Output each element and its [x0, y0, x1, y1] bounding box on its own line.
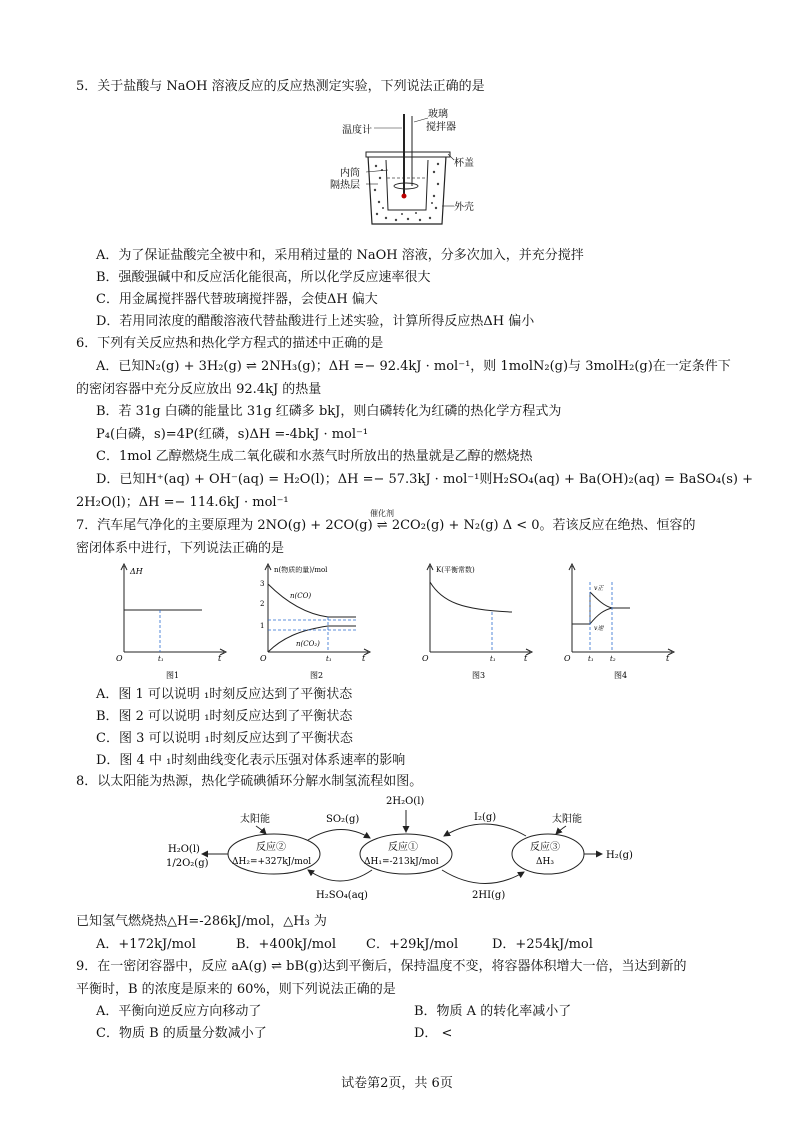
q5-option-a: A．为了保证盐酸完全被中和，采用稍过量的 NaOH 溶液，分多次加入，并充分搅拌: [96, 248, 584, 263]
q9-option-c: C．物质 B 的质量分数减小了: [96, 1026, 267, 1041]
svg-text:t₁: t₁: [588, 655, 594, 663]
q7-stem-line1: 7．汽车尾气净化的主要原理为 2NO(g) + 2CO(g) ⇌ 2CO₂(g) + N₂(g) Δ < 0。若该反应在绝热、恒容的: [76, 518, 696, 533]
page-footer: 试卷第2页，共 6页: [341, 1076, 453, 1091]
q7-option-a: A．图 1 可以说明 ₁时刻反应达到了平衡状态: [96, 687, 353, 702]
label-stirrer: 搅拌器: [426, 122, 456, 133]
q8-option-a: A．+172kJ/mol: [96, 937, 196, 952]
label-solar-right: 太阳能: [552, 814, 582, 825]
label-solar-left: 太阳能: [240, 814, 270, 825]
svg-text:t₁: t₁: [490, 655, 496, 663]
q8-stem: 8．以太阳能为热源，热化学硫碘循环分解水制氢流程如图。: [76, 774, 423, 789]
q6-option-c: C．1mol 乙醇燃烧生成二氧化碳和水蒸气时所放出的热量就是乙醇的燃烧热: [96, 449, 533, 464]
label-reaction1-dh: ΔH₁=-213kJ/mol: [364, 857, 439, 867]
svg-text:t: t: [524, 654, 528, 663]
label-reaction3-dh: ΔH₃: [536, 857, 554, 867]
svg-text:t₁: t₁: [158, 655, 164, 663]
fig1-caption: 图1: [166, 671, 180, 680]
calorimeter-figure: [330, 108, 480, 228]
q8-option-b: B．+400kJ/mol: [236, 937, 337, 952]
svg-text:1: 1: [260, 622, 265, 630]
svg-text:2: 2: [260, 600, 265, 608]
q7-figure-2: [256, 562, 376, 682]
svg-text:t: t: [666, 654, 670, 663]
q7-figure-1: [112, 562, 232, 682]
q5-option-b: B．强酸强碱中和反应活化能很高，所以化学反应速率很大: [96, 270, 431, 285]
label-reaction1-title: 反应①: [388, 842, 418, 853]
q8-option-d: D．+254kJ/mol: [492, 937, 593, 952]
svg-text:ΔH: ΔH: [130, 567, 143, 576]
label-reaction2-dh: ΔH₂=+327kJ/mol: [232, 857, 312, 867]
label-water-in: 2H₂O(l): [386, 796, 425, 807]
q7-option-c: C．图 3 可以说明 ₁时刻反应达到了平衡状态: [96, 731, 353, 746]
fig3-caption: 图3: [472, 671, 486, 680]
q9-option-a: A．平衡向逆反应方向移动了: [96, 1004, 262, 1019]
q7-stem-line2: 密闭体系中进行，下列说法正确的是: [76, 541, 285, 556]
svg-text:n(CO): n(CO): [290, 592, 312, 600]
q5-option-d: D．若用同浓度的醋酸溶液代替盐酸进行上述实验，计算所得反应热ΔH 偏小: [96, 314, 535, 329]
svg-text:n(CO₂): n(CO₂): [296, 640, 320, 648]
label-h2: H₂(g): [606, 850, 633, 861]
label-left-out-2: 1/2O₂(g): [166, 858, 209, 869]
q6-option-b-line2: P₄(白磷，s)=4P(红磷，s)ΔH =-4bkJ · mol⁻¹: [96, 427, 369, 442]
q7-figure-3: [418, 562, 538, 682]
label-lid: 杯盖: [454, 158, 474, 169]
label-reaction2-title: 反应②: [256, 842, 286, 853]
label-inner: 内筒: [340, 168, 360, 179]
svg-text:t₁: t₁: [326, 655, 332, 663]
svg-text:t₂: t₂: [610, 655, 616, 663]
q5-stem: 5．关于盐酸与 NaOH 溶液反应的反应热测定实验，下列说法正确的是: [76, 79, 485, 94]
svg-text:O: O: [116, 654, 123, 663]
label-i2: I₂(g): [474, 812, 497, 823]
svg-text:O: O: [422, 654, 429, 663]
fig4-caption: 图4: [614, 671, 628, 680]
q6-option-a-line2: 的密闭容器中充分反应放出 92.4kJ 的热量: [76, 382, 322, 397]
label-reaction3-title: 反应③: [530, 842, 560, 853]
q7-figure-4: [560, 562, 680, 682]
q6-option-a-line1: A．已知N₂(g) + 3H₂(g) ⇌ 2NH₃(g)；ΔH =− 92.4kJ · mol⁻¹，则 1molN₂(g)与 3molH₂(g)在一定条件下: [96, 359, 731, 374]
svg-text:v正: v正: [594, 585, 604, 592]
label-thermometer: 温度计: [342, 125, 372, 136]
label-h2so4: H₂SO₄(aq): [316, 890, 368, 901]
label-left-out-1: H₂O(l): [168, 844, 200, 855]
q6-option-d-line2: 2H₂O(l)；ΔH =− 114.6kJ · mol⁻¹: [76, 495, 289, 510]
fig2-caption: 图2: [310, 671, 324, 680]
q8-given: 已知氢气燃烧热△H=-286kJ/mol，△H₃ 为: [76, 914, 327, 929]
q6-stem: 6．下列有关反应热和热化学方程式的描述中正确的是: [76, 336, 384, 351]
label-insulation: 隔热层: [330, 180, 360, 191]
svg-text:K(平衡常数): K(平衡常数): [436, 566, 475, 574]
q7-option-b: B．图 2 可以说明 ₁时刻反应达到了平衡状态: [96, 709, 353, 724]
q6-option-b-line1: B．若 31g 白磷的能量比 31g 红磷多 bkJ，则白磷转化为红磷的热化学方程式为: [96, 404, 562, 419]
svg-text:O: O: [564, 654, 571, 663]
label-hi: 2HI(g): [472, 890, 506, 901]
label-glass: 玻璃: [428, 109, 448, 120]
q9-option-b: B．物质 A 的转化率减小了: [414, 1004, 572, 1019]
svg-text:t: t: [218, 654, 222, 663]
q7-option-d: D．图 4 中 ₁时刻曲线变化表示压强对体系速率的影响: [96, 753, 406, 768]
svg-text:n(物质的量)/mol: n(物质的量)/mol: [274, 566, 328, 574]
label-so2: SO₂(g): [326, 814, 360, 825]
q9-option-d: D． <: [414, 1026, 453, 1041]
q5-option-c: C．用金属搅拌器代替玻璃搅拌器，会使ΔH 偏大: [96, 292, 378, 307]
q8-option-c: C．+29kJ/mol: [366, 937, 459, 952]
q9-stem-line2: 平衡时，B 的浓度是原来的 60%，则下列说法正确的是: [76, 982, 396, 997]
svg-text:v逆: v逆: [594, 625, 604, 632]
q8-cycle-diagram: [166, 790, 646, 910]
svg-text:3: 3: [260, 580, 265, 588]
q9-stem-line1: 9．在一密闭容器中，反应 aA(g) ⇌ bB(g)达到平衡后，保持温度不变，将容器体积增大一倍，当达到新的: [76, 959, 687, 974]
q6-option-d-line1: D．已知H⁺(aq) + OH⁻(aq) = H₂O(l)；ΔH =− 57.3kJ · mol⁻¹则H₂SO₄(aq) + Ba(OH)₂(aq) = BaSO₄(s) +: [96, 472, 753, 487]
label-outer: 外壳: [454, 202, 474, 213]
svg-text:O: O: [260, 654, 267, 663]
svg-text:t: t: [362, 654, 366, 663]
catalyst-label: 催化剂: [370, 509, 394, 518]
